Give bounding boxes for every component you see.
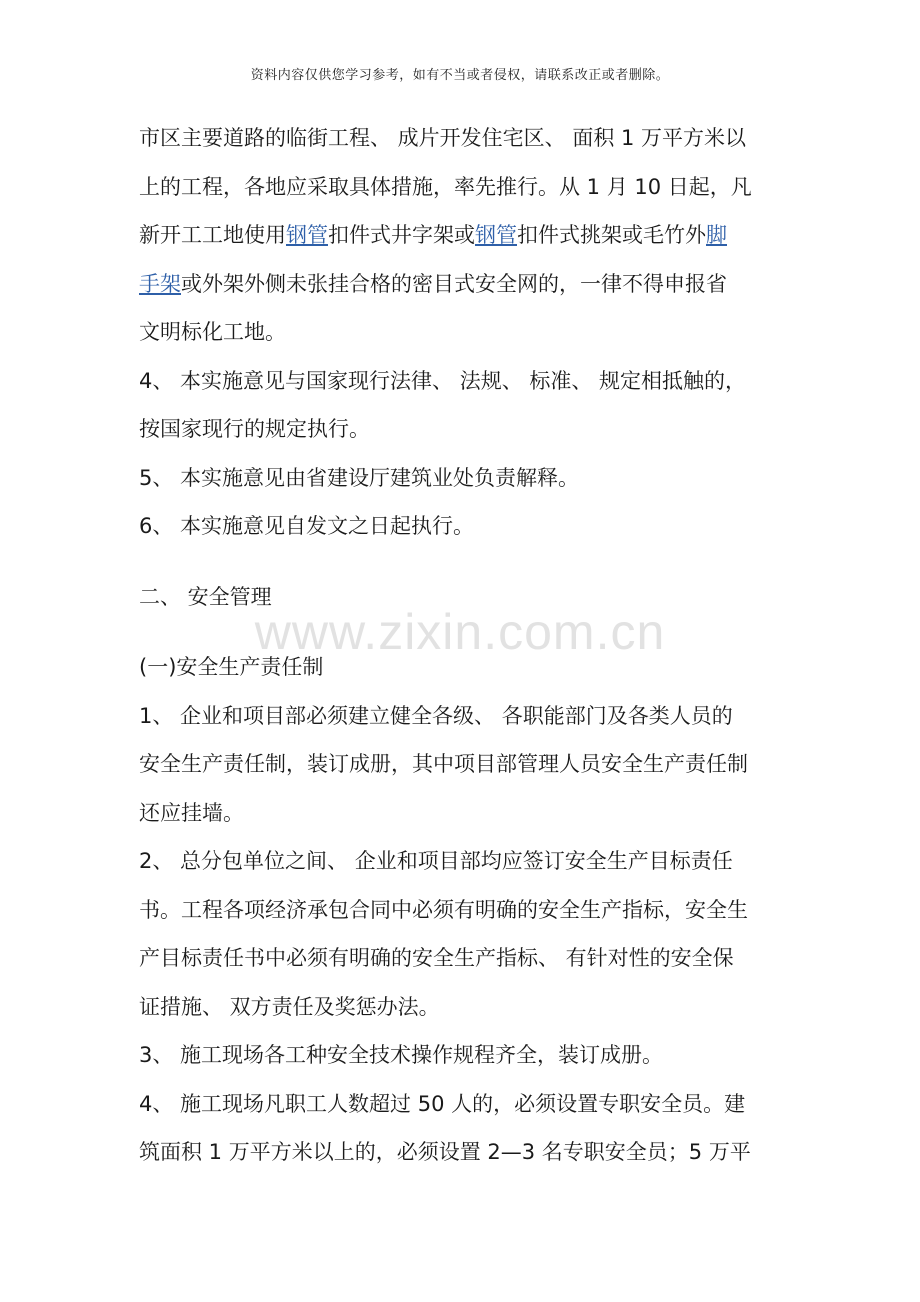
- text-line: 5、 本实施意见由省建设厅建筑业处负责解释。: [139, 465, 580, 490]
- text-line: 安全生产责任制，装订成册，其中项目部管理人员安全生产责任制: [139, 752, 748, 776]
- text-line: 市区主要道路的临街工程、 成片开发住宅区、 面积 1 万平方米以: [139, 126, 747, 150]
- text-line: 2、 总分包单位之间、 企业和项目部均应签订安全生产目标责任: [139, 849, 733, 873]
- text-line: [139, 211, 799, 260]
- subsection-heading: (一)安全生产责任制: [139, 655, 324, 679]
- text-line: 3、 施工现场各工种安全技术操作规程齐全，装订成册。: [139, 1043, 664, 1067]
- link-steel-pipe[interactable]: 钢管: [475, 223, 517, 247]
- text-line: 4、 本实施意见与国家现行法律、 法规、 标准、 规定相抵触的，: [139, 368, 747, 393]
- link-steel-pipe[interactable]: 钢管: [286, 223, 328, 247]
- paragraph-gap: [139, 621, 799, 643]
- text-span: 或外架外侧未张挂合格的密目式安全网的，一律不得申报省: [181, 271, 727, 296]
- text-line: 筑面积 1 万平方米以上的，必须设置 2—3 名专职安全员；5 万平: [139, 1140, 751, 1164]
- text-span: 新开工工地使用: [139, 223, 286, 247]
- text-span: 扣件式挑架或毛竹外: [517, 223, 706, 247]
- text-line: 上的工程，各地应采取具体措施，率先推行。从 1 月 10 日起，凡: [139, 174, 752, 199]
- text-span: 扣件式井字架或: [328, 223, 475, 247]
- document-body: [139, 114, 799, 1177]
- link-scaffold-part1[interactable]: 脚: [706, 223, 727, 247]
- text-line: 文明标化工地。: [139, 320, 286, 344]
- paragraph-gap: [139, 551, 799, 573]
- section-heading: 二、 安全管理: [139, 584, 272, 609]
- link-scaffold-part2[interactable]: 手架: [139, 271, 181, 296]
- text-line: 1、 企业和项目部必须建立健全各级、 各职能部门及各类人员的: [139, 703, 733, 728]
- text-line: 按国家现行的规定执行。: [139, 417, 370, 441]
- disclaimer-header: 资料内容仅供您学习参考，如有不当或者侵权，请联系改正或者删除。: [250, 68, 670, 83]
- watermark-text: www.zixin.com.cn: [254, 604, 666, 660]
- text-line: 6、 本实施意见自发文之日起执行。: [139, 514, 475, 538]
- text-line: 4、 施工现场凡职工人数超过 50 人的，必须设置专职安全员。建: [139, 1091, 746, 1116]
- text-line: 书。工程各项经济承包合同中必须有明确的安全生产指标，安全生: [139, 897, 748, 922]
- text-line: 产目标责任书中必须有明确的安全生产指标、 有针对性的安全保: [139, 946, 734, 970]
- text-line: 还应挂墙。: [139, 800, 244, 825]
- text-line: [139, 260, 799, 309]
- text-line: 证措施、 双方责任及奖惩办法。: [139, 994, 440, 1019]
